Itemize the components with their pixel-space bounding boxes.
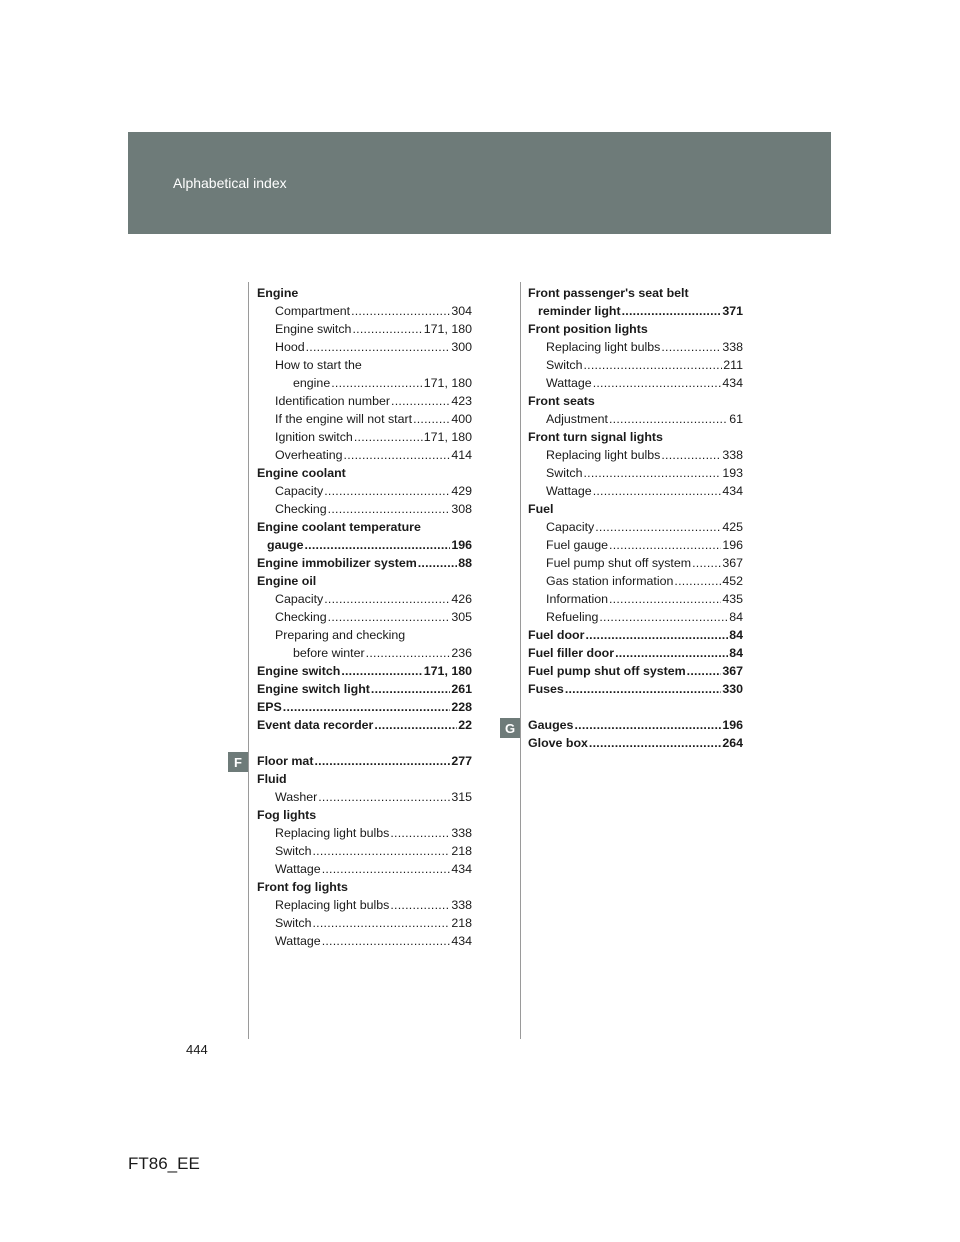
index-entry: Front turn signal lights (528, 430, 663, 444)
entry-page-ref: 196 (722, 538, 743, 552)
entry-page-ref: 414 (451, 448, 472, 462)
left-column-rule (248, 282, 249, 1039)
dot-leader (371, 680, 450, 698)
entry-page-ref: 196 (722, 718, 743, 732)
dot-leader (584, 356, 723, 374)
letter-tab-f: F (228, 752, 248, 772)
entry-term: Replacing light bulbs (275, 898, 390, 912)
index-entry (528, 680, 743, 698)
entry-term: Adjustment (546, 412, 608, 426)
entry-term: Engine switch (275, 322, 352, 336)
entry-term: Wattage (546, 376, 592, 390)
index-subentry (528, 572, 743, 590)
index-subentry (528, 374, 743, 392)
document-code: FT86_EE (128, 1154, 200, 1173)
entry-page-ref: 171, 180 (423, 664, 472, 678)
letter-tab-g: G (500, 718, 520, 738)
entry-page-ref: 171, 180 (423, 376, 472, 390)
entry-page-ref: 304 (451, 304, 472, 318)
index-subentry: Preparing and checking (275, 628, 406, 642)
entry-term: Compartment (275, 304, 351, 318)
entry-term: Fuel gauge (546, 538, 609, 552)
entry-page-ref: 264 (722, 736, 743, 750)
dot-leader (322, 932, 451, 950)
index-subentry (257, 446, 472, 464)
entry-term: Washer (275, 790, 318, 804)
dot-leader (328, 608, 451, 626)
dot-leader (593, 374, 722, 392)
entry-page-ref: 308 (451, 502, 472, 516)
dot-leader (585, 626, 728, 644)
entry-term: Capacity (275, 484, 324, 498)
index-subentry (257, 842, 472, 860)
index-entry (257, 662, 472, 680)
index-entry: Engine coolant (257, 466, 346, 480)
entry-term: Capacity (275, 592, 324, 606)
index-subentry (257, 896, 472, 914)
entry-page-ref: 338 (722, 448, 743, 462)
entry-term: Wattage (275, 862, 321, 876)
index-entry: Fluid (257, 772, 287, 786)
index-column-left (257, 284, 472, 950)
section-gap (528, 698, 743, 716)
dot-leader (692, 554, 721, 572)
entry-term: Engine immobilizer system (257, 556, 417, 570)
entry-term: Fuel pump shut off system (528, 664, 686, 678)
dot-leader (322, 860, 451, 878)
index-subentry (528, 554, 743, 572)
index-subentry (528, 338, 743, 356)
entry-page-ref: 171, 180 (423, 430, 472, 444)
entry-term: Engine switch light (257, 682, 370, 696)
dot-leader (674, 572, 721, 590)
index-entry (257, 680, 472, 698)
entry-page-ref: 171, 180 (423, 322, 472, 336)
index-column-right (528, 284, 743, 752)
entry-page-ref: 423 (451, 394, 472, 408)
entry-page-ref: 315 (451, 790, 472, 804)
section-title: Alphabetical index (173, 175, 287, 191)
entry-page-ref: 84 (729, 628, 743, 642)
index-subentry: How to start the (275, 358, 362, 372)
index-entry (257, 536, 472, 554)
dot-leader (324, 590, 450, 608)
index-subentry (257, 374, 472, 392)
index-entry: Fog lights (257, 808, 317, 822)
entry-page-ref: 434 (722, 484, 743, 498)
dot-leader (352, 320, 422, 338)
entry-term: Fuses (528, 682, 564, 696)
dot-leader (589, 734, 721, 752)
dot-leader (687, 662, 722, 680)
dot-leader (615, 644, 728, 662)
entry-page-ref: 371 (722, 304, 743, 318)
entry-term: Wattage (275, 934, 321, 948)
index-subentry (257, 482, 472, 500)
dot-leader (341, 662, 422, 680)
entry-page-ref: 426 (451, 592, 472, 606)
index-entry: Engine (257, 286, 299, 300)
index-entry (257, 698, 472, 716)
index-entry (528, 662, 743, 680)
entry-page-ref: 338 (451, 898, 472, 912)
dot-leader (374, 716, 457, 734)
index-subentry (257, 608, 472, 626)
index-subentry (257, 392, 472, 410)
dot-leader (413, 410, 450, 428)
entry-term: engine (293, 376, 331, 390)
index-subentry (528, 518, 743, 536)
entry-page-ref: 84 (729, 646, 743, 660)
entry-term: Engine switch (257, 664, 341, 678)
entry-term: Checking (275, 610, 327, 624)
dot-leader (318, 788, 450, 806)
entry-page-ref: 88 (458, 556, 472, 570)
entry-term: Overheating (275, 448, 343, 462)
index-subentry (528, 590, 743, 608)
entry-term: Refueling (546, 610, 599, 624)
index-entry (257, 752, 472, 770)
dot-leader (306, 338, 451, 356)
index-subentry (528, 536, 743, 554)
entry-term: Hood (275, 340, 305, 354)
dot-leader (313, 914, 451, 932)
entry-page-ref: 22 (458, 718, 472, 732)
index-subentry (257, 590, 472, 608)
entry-page-ref: 228 (451, 700, 472, 714)
entry-term: Fuel door (528, 628, 585, 642)
index-subentry (528, 356, 743, 374)
index-subentry (528, 482, 743, 500)
entry-term: gauge (267, 538, 304, 552)
entry-page-ref: 277 (451, 754, 472, 768)
entry-page-ref: 452 (722, 574, 743, 588)
index-entry: Front seats (528, 394, 595, 408)
entry-term: Capacity (546, 520, 595, 534)
dot-leader (314, 752, 450, 770)
index-subentry (257, 824, 472, 842)
entry-page-ref: 367 (722, 556, 743, 570)
entry-term: Identification number (275, 394, 391, 408)
index-subentry (257, 302, 472, 320)
dot-leader (584, 464, 722, 482)
dot-leader (609, 590, 721, 608)
dot-leader (574, 716, 721, 734)
entry-page-ref: 193 (722, 466, 743, 480)
page-number: 444 (186, 1042, 208, 1057)
entry-term: If the engine will not start (275, 412, 413, 426)
entry-term: Gas station information (546, 574, 674, 588)
index-entry (257, 716, 472, 734)
entry-term: before winter (293, 646, 365, 660)
index-entry: Front fog lights (257, 880, 348, 894)
index-entry (528, 626, 743, 644)
entry-page-ref: 211 (723, 358, 743, 372)
index-entry: Fuel (528, 502, 554, 516)
entry-page-ref: 330 (722, 682, 743, 696)
index-entry (528, 644, 743, 662)
index-entry (257, 554, 472, 572)
entry-term: Switch (275, 916, 312, 930)
index-subentry (257, 500, 472, 518)
entry-page-ref: 218 (451, 916, 472, 930)
entry-term: Ignition switch (275, 430, 353, 444)
index-entry (528, 302, 743, 320)
entry-page-ref: 434 (451, 862, 472, 876)
dot-leader (324, 482, 450, 500)
dot-leader (331, 374, 423, 392)
entry-page-ref: 400 (451, 412, 472, 426)
entry-page-ref: 434 (722, 376, 743, 390)
dot-leader (328, 500, 451, 518)
index-subentry (257, 788, 472, 806)
dot-leader (354, 428, 423, 446)
entry-term: Event data recorder (257, 718, 374, 732)
index-subentry (528, 608, 743, 626)
entry-page-ref: 196 (451, 538, 472, 552)
dot-leader (344, 446, 451, 464)
entry-page-ref: 367 (722, 664, 743, 678)
page-header (128, 132, 831, 234)
dot-leader (609, 410, 728, 428)
dot-leader (390, 824, 450, 842)
entry-term: Replacing light bulbs (275, 826, 390, 840)
entry-term: Wattage (546, 484, 592, 498)
index-subentry (528, 446, 743, 464)
index-subentry (257, 428, 472, 446)
dot-leader (565, 680, 722, 698)
entry-page-ref: 338 (722, 340, 743, 354)
entry-page-ref: 435 (722, 592, 743, 606)
entry-page-ref: 61 (729, 412, 743, 426)
index-entry: Engine coolant temperature (257, 520, 421, 534)
entry-page-ref: 338 (451, 826, 472, 840)
entry-term: Switch (546, 466, 583, 480)
entry-term: Glove box (528, 736, 588, 750)
index-entry: Engine oil (257, 574, 317, 588)
entry-term: reminder light (538, 304, 621, 318)
entry-page-ref: 429 (451, 484, 472, 498)
entry-term: Floor mat (257, 754, 314, 768)
dot-leader (661, 446, 721, 464)
dot-leader (609, 536, 721, 554)
dot-leader (661, 338, 721, 356)
index-subentry (528, 464, 743, 482)
dot-leader (351, 302, 450, 320)
dot-leader (418, 554, 457, 572)
dot-leader (593, 482, 722, 500)
dot-leader (599, 608, 728, 626)
entry-page-ref: 218 (451, 844, 472, 858)
index-subentry (257, 644, 472, 662)
index-subentry (257, 932, 472, 950)
index-subentry (257, 410, 472, 428)
dot-leader (622, 302, 722, 320)
entry-term: Checking (275, 502, 327, 516)
index-entry: Front passenger's seat belt (528, 286, 689, 300)
entry-page-ref: 84 (729, 610, 743, 624)
dot-leader (366, 644, 451, 662)
entry-term: Fuel filler door (528, 646, 615, 660)
entry-term: Replacing light bulbs (546, 448, 661, 462)
entry-page-ref: 425 (722, 520, 743, 534)
index-subentry (257, 320, 472, 338)
dot-leader (305, 536, 451, 554)
index-entry (528, 734, 743, 752)
index-entry (528, 716, 743, 734)
entry-page-ref: 300 (451, 340, 472, 354)
index-subentry (257, 860, 472, 878)
index-subentry (528, 410, 743, 428)
right-column-rule (520, 282, 521, 1039)
entry-term: Gauges (528, 718, 574, 732)
entry-page-ref: 305 (451, 610, 472, 624)
dot-leader (313, 842, 451, 860)
entry-term: EPS (257, 700, 282, 714)
entry-page-ref: 261 (451, 682, 472, 696)
index-subentry (257, 338, 472, 356)
index-subentry (257, 914, 472, 932)
entry-term: Information (546, 592, 608, 606)
entry-term: Switch (275, 844, 312, 858)
entry-page-ref: 236 (451, 646, 472, 660)
index-entry: Front position lights (528, 322, 648, 336)
section-gap (257, 734, 472, 752)
entry-term: Switch (546, 358, 583, 372)
entry-term: Replacing light bulbs (546, 340, 661, 354)
dot-leader (391, 392, 450, 410)
entry-term: Fuel pump shut off system (546, 556, 692, 570)
dot-leader (595, 518, 721, 536)
dot-leader (390, 896, 450, 914)
dot-leader (283, 698, 451, 716)
entry-page-ref: 434 (451, 934, 472, 948)
